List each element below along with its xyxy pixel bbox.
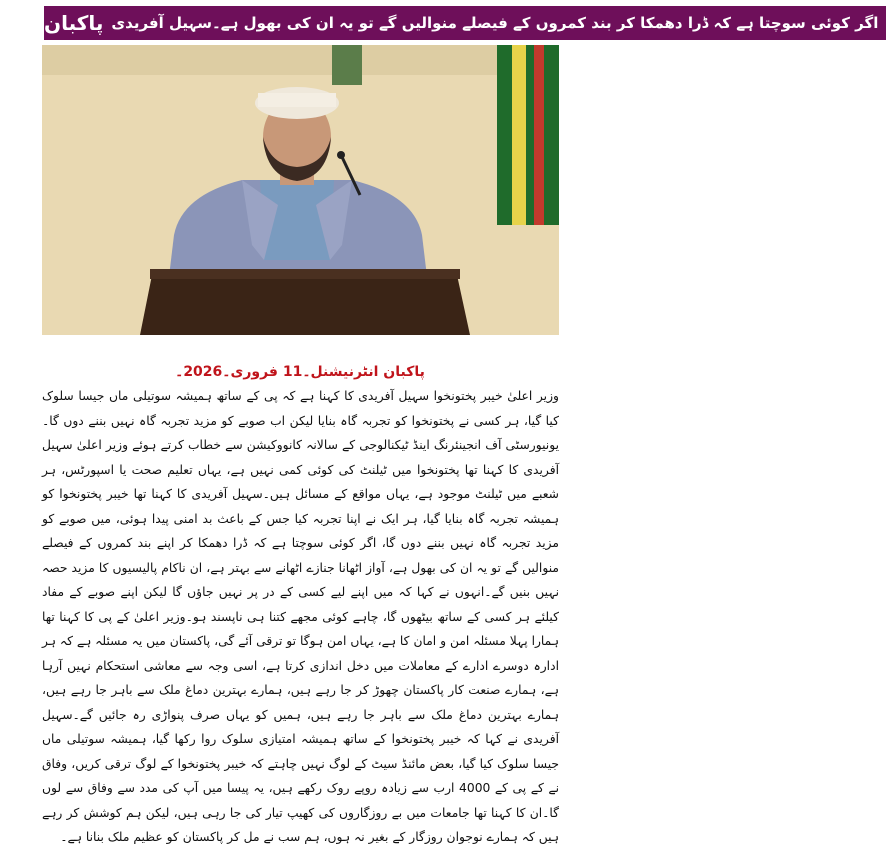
headline: اگر کوئی سوچتا ہے کہ ڈرا دھمکا کر بند کمروں کے فیصلے منوالیں گے تو یہ ان کی بھول ہے۔سہیل آفریدی [103, 6, 886, 40]
speaker-illustration [42, 45, 559, 335]
brand-logo: پاکبان [42, 6, 103, 40]
header-banner [42, 6, 879, 40]
dateline: پاکبان انٹرنیشنل۔11 فروری۔2026۔ [175, 364, 425, 380]
podium [140, 275, 470, 335]
article-body [42, 384, 559, 850]
article-photo [42, 45, 559, 335]
article-paragraph: وزیر اعلیٰ خیبر پختونخوا سہیل آفریدی کا کہنا ہے کہ پی کے ساتھ ہمیشہ سوتیلی ماں جیسا سلوک کیا گیا، ہر کسی نے پختونخوا کو تجربہ گاہ بنایا لیکن اب صوبے کو مزید تجربہ گاہ نہیں بننے دوں گا۔ یونیورسٹی آف انجینئرنگ اینڈ ٹیکنالوجی کے سالانہ کانووکیشن سے خطاب کرتے ہوئے وزیر اعلیٰ سہیل آفریدی کا کہنا تھا پختونخوا میں ٹیلنٹ کی کوئی کمی نہیں ہے، یہاں تعلیم صحت یا اسپورٹس، ہر شعبے میں ٹیلنٹ موجود ہے، یہاں مواقع کے مسائل ہیں۔سہیل آفریدی کا کہنا تھا خیبر پختونخوا کو ہمیشہ تجربہ گاہ بنایا گیا، ہر ایک نے اپنا تجربہ کیا جس کے باعث بد امنی پیدا ہوئی، میں صوبے کو مزید تجربہ گاہ نہیں بننے دوں گا، اگر کوئی سوچتا ہے کہ ڈرا دھمکا کر اپنے بند کمروں کے فیصلے منوالیں گے تو یہ ان کی بھول ہے، آواز اٹھانا جنازے اٹھانے سے بہتر ہے، ان ناکام پالیسیوں کا مزید حصہ نہیں بنیں گے۔انہوں نے کہا کہ میں اپنے لیے کسی کے در پر نہیں جاؤں گا لیکن اپنے صوبے کے مفاد کیلئے ہر کسی کے ساتھ بیٹھوں گا، چاہے کوئی مجھے کتنا ہی ناپسند ہو۔وزیر اعلیٰ کے پی کا کہنا تھا ہمارا پہلا مسئلہ امن و امان کا ہے، یہاں امن ہوگا تو ترقی آئے گی، پاکستان میں یہ مسئلہ ہے کہ ہر ادارہ دوسرے ادارے کے معاملات میں دخل اندازی کرتا ہے، اسی وجہ سے معاشی استحکام نہیں آرہا ہے، ہمارے صنعت کار پاکستان چھوڑ کر جا رہے ہیں، ہمارے بہترین دماغ ملک سے باہر جا رہے ہیں، ہمارے بہترین دماغ ملک سے باہر جا رہے ہیں، ہمیں کو یہاں صرف پنواڑی رہ جائیں گے۔سہیل آفریدی نے کہا کہ خیبر پختونخوا کے ساتھ ہمیشہ امتیازی سلوک روا رکھا گیا، ہمیشہ سوتیلی ماں جیسا سلوک کیا گیا، بعض مائنڈ سیٹ کے لوگ نہیں چاہتے کہ خیبر پختونخوا کے لوگ ترقی کریں، وفاق نے کے پی کے 4000 ارب سے زیادہ روپے روک رکھے ہیں، یہ پیسا میں آپ کی مدد سے وفاق سے لوں گا۔ان کا کہنا تھا جامعات میں بے روزگاروں کی کھیپ تیار کی جا رہی ہیں، لیکن ہم کوشش کر رہے ہیں کہ ہمارے نوجوان روزگار کے بغیر نہ ہوں، ہم سب نے مل کر پاکستان کو عظیم ملک بنانا ہے۔ [42, 389, 559, 844]
